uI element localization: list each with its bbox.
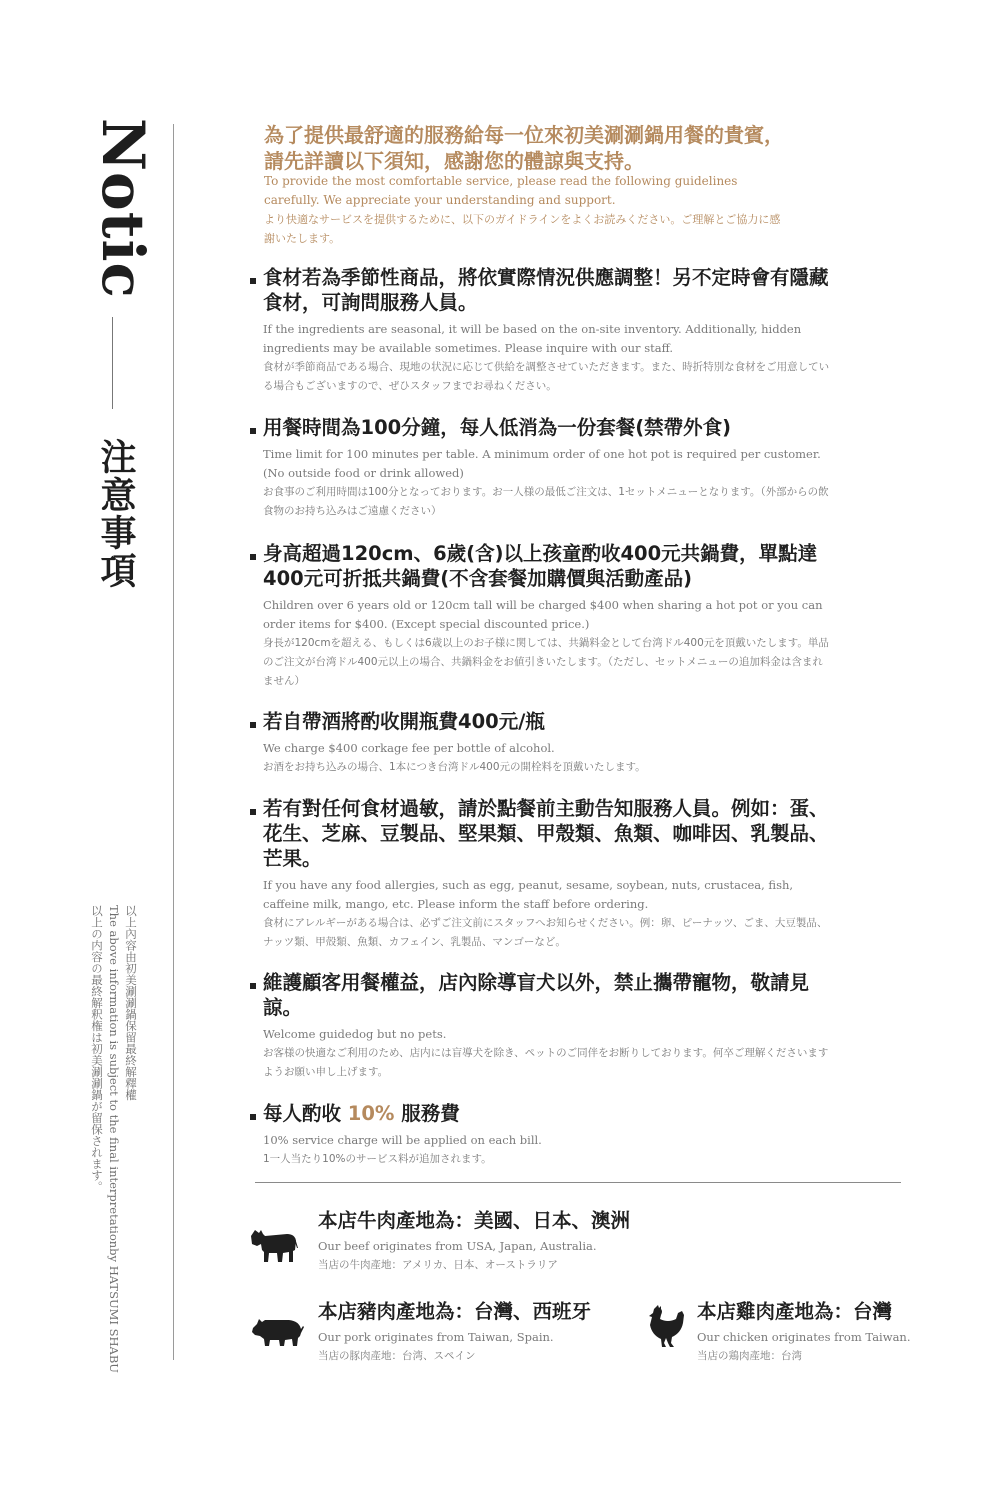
origin-beef-english: Our beef originates from USA, Japan, Australia. (318, 1239, 597, 1253)
notice-title: 維護顧客用餐權益，店內除導盲犬以外，禁止攜帶寵物，敬請見諒。 (263, 971, 810, 1019)
notice-item-pets (250, 970, 830, 1082)
disclaimer-ja: 以上の内容の最終解釈権は初美涮涮鍋が留保されます。 (90, 905, 104, 1193)
service-percent: 10% (347, 1102, 395, 1125)
notice-english: Children over 6 years old or 120cm tall will be charged $400 when sharing a hot pot or you can order items for $400. (Except special discounted price.) (263, 598, 823, 631)
origin-pork-title: 本店豬肉產地為：台灣、西班牙 (318, 1300, 592, 1323)
notice-item-allergy (250, 796, 830, 952)
title-english: Notic (89, 118, 157, 299)
notice-title (263, 1101, 830, 1126)
bullet-icon (250, 554, 256, 560)
notice-title: 用餐時間為100分鐘，每人低消為一份套餐(禁帶外食) (263, 416, 732, 439)
notice-item-time-limit (250, 415, 830, 521)
notice-title: 若自帶酒將酌收開瓶費400元/瓶 (263, 710, 545, 733)
notice-japanese: 1一人当たり10%のサービス料が追加されます。 (263, 1153, 492, 1165)
notice-title: 食材若為季節性商品，將依實際情況供應調整！另不定時會有隱藏食材，可詢問服務人員。 (263, 266, 829, 314)
chicken-icon (646, 1305, 686, 1351)
origin-chicken-english: Our chicken originates from Taiwan. (697, 1330, 911, 1344)
origin-chicken-japanese: 当店の鶏肉產地：台湾 (697, 1350, 802, 1362)
origin-beef-title: 本店牛肉產地為：美國、日本、澳洲 (318, 1209, 631, 1232)
bullet-icon (250, 809, 256, 815)
bullet-icon (250, 722, 256, 728)
service-text-before: 每人酌收 (263, 1102, 348, 1125)
intro-japanese: より快適なサービスを提供するために、以下のガイドラインをよくお読みください。ご理解とご協力に感謝いたします。 (264, 213, 781, 245)
notice-item-children (250, 541, 830, 691)
notice-english: 10% service charge will be applied on each bill. (263, 1133, 542, 1147)
origin-beef-japanese: 当店の牛肉產地：アメリカ、日本、オーストラリア (318, 1259, 558, 1271)
bullet-icon (250, 983, 256, 989)
origin-pork (318, 1299, 591, 1366)
notice-japanese: 食材が季節商品である場合、現地の状況に応じて供給を調整させていただきます。また、時折特別な食材をご用意している場合もございますので、ぜひスタッフまでお尋ねください。 (263, 361, 830, 392)
title-chinese: 注意事項 (95, 438, 136, 590)
disclaimer-en: The above information is subject to the final interpretationby HATSUMI SHABU (107, 905, 121, 1373)
intro-chinese: 為了提供最舒適的服務給每一位來初美涮涮鍋用餐的貴賓，請先詳讀以下須知，感謝您的體諒與支持。 (264, 123, 784, 173)
intro-english: To provide the most comfortable service, please read the following guidelines carefully. We appreciate your understanding and support. (264, 174, 738, 207)
section-divider (255, 1182, 901, 1183)
notice-japanese: お客様の快適なご利用のため、店内には盲導犬を除き、ペットのご同伴をお断りしております。何卒ご理解くださいますようお願い申し上げます。 (263, 1047, 829, 1078)
notice-japanese: お酒をお持ち込みの場合、1本につき台湾ドル400元の開栓料を頂戴いたします。 (263, 761, 646, 773)
notice-japanese: 食材にアレルギーがある場合は、必ずご注文前にスタッフへお知らせください。例：卵、ピーナッツ、ごま、大豆製品、ナッツ類、甲殻類、魚類、カフェイン、乳製品、マンゴーなど。 (263, 917, 828, 948)
notice-english: Welcome guidedog but no pets. (263, 1027, 447, 1041)
origin-pork-english: Our pork originates from Taiwan, Spain. (318, 1330, 554, 1344)
title-divider (112, 317, 113, 409)
pig-icon (251, 1314, 305, 1348)
notice-title: 若有對任何食材過敏，請於點餐前主動告知服務人員。例如：蛋、花生、芝麻、豆製品、堅果類、甲殼類、魚類、咖啡因、乳製品、芒果。 (263, 797, 829, 870)
notice-item-service-charge (250, 1101, 830, 1169)
notice-item-corkage (250, 709, 830, 777)
notice-english: We charge $400 corkage fee per bottle of alcohol. (263, 741, 555, 755)
origin-chicken (697, 1299, 911, 1366)
disclaimer-zh: 以上內容由初美涮涮鍋保留最終解釋權 (124, 905, 138, 1101)
notice-english: If the ingredients are seasonal, it will be based on the on-site inventory. Additionally, hidden ingredients may be available sometimes. Please inquire with our staff. (263, 322, 802, 355)
notice-japanese: 身長が120cmを超える、もしくは6歳以上のお子様に関しては、共鍋料金として台湾ドル400元を頂戴いたします。単品のご注文が台湾ドル400元以上の場合、共鍋料金をお値引きいたします。（ただし、セットメニューの追加料金は含まれません） (263, 637, 829, 687)
bullet-icon (250, 278, 256, 284)
notice-english: If you have any food allergies, such as egg, peanut, sesame, soybean, nuts, crustacea, fish, caffeine milk, mango, etc. Please inform the staff before ordering. (263, 878, 794, 911)
notice-english: Time limit for 100 minutes per table. A minimum order of one hot pot is required per customer. (No outside food or drink allowed) (263, 447, 821, 480)
origin-pork-japanese: 当店の豚肉產地：台湾、スペイン (318, 1350, 476, 1362)
origin-beef (318, 1208, 630, 1275)
bullet-icon (250, 1114, 256, 1120)
vertical-divider (173, 124, 174, 1360)
cow-icon (249, 1224, 299, 1264)
notice-japanese: お食事のご利用時間は100分となっております。お一人様の最低ご注文は、1セットメニューとなります。（外部からの飲食物のお持ち込みはご遠慮ください） (263, 486, 829, 517)
service-text-after: 服務費 (394, 1102, 460, 1125)
bullet-icon (250, 428, 256, 434)
origin-chicken-title: 本店雞肉產地為：台灣 (697, 1300, 893, 1323)
notice-item-seasonal (250, 265, 830, 396)
notice-title: 身高超過120cm、6歲(含)以上孩童酌收400元共鍋費，單點達400元可折抵共鍋費(不含套餐加購價與活動產品) (263, 542, 818, 590)
